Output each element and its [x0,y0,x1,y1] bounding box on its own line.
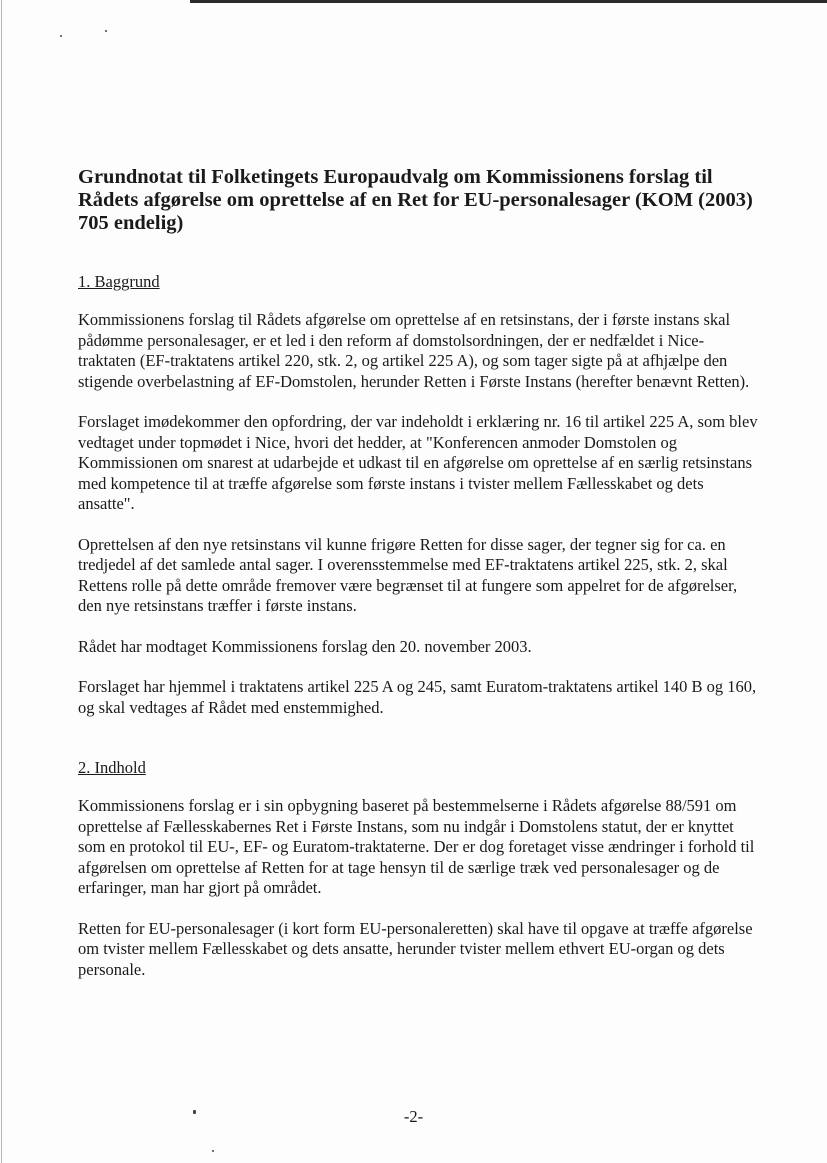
scan-speck [60,35,62,37]
section-heading: 1. Baggrund [78,272,160,291]
paragraph: Forslaget imødekommer den opfordring, der var indeholdt i erklæring nr. 16 til artikel 225 A, som blev vedtaget under topmødet i Nice, hvori det hedder, at "Konferencen anmoder Domstolen og Kommissionen om snarest at udarbejde et udkast til en afgørelse om oprettelse af en særlig retsinstans med kompetence til at træffe afgørelse som første instans i tvister mellem Fællesskabet og dets ansatte". [78,412,758,513]
left-border-line [1,0,2,1163]
scan-speck [105,30,107,32]
paragraph: Kommissionens forslag til Rådets afgørelse om oprettelse af en retsinstans, der i første instans skal pådømme personalesager, er et led i den reform af domstolsordningen, der er nedfældet i Nice-traktaten (EF-traktatens artikel 220, stk. 2, og artikel 225 A), og som tager sigte på at afhjælpe den stigende overbelastning af EF-Domstolen, herunder Retten i Første Instans (herefter benævnt Retten). [78,310,750,391]
document-body [78,166,758,1000]
page-number: -2- [403,1107,424,1126]
section-heading: 2. Indhold [78,758,146,777]
paragraph: Forslaget har hjemmel i traktatens artikel 225 A og 245, samt Euratom-traktatens artikel 140 B og 160, og skal vedtages af Rådet med enstemmighed. [78,677,757,717]
paragraph: Rådet har modtaget Kommissionens forslag den 20. november 2003. [78,636,532,656]
section-background [78,272,758,718]
paragraph: Retten for EU-personalesager (i kort form EU-personaleretten) skal have til opgave at træffe afgørelse om tvister mellem Fællesskabet og dets ansatte, herunder tvister mellem ethvert EU-organ og dets personale. [78,918,753,979]
paragraph: Kommissionens forslag er i sin opbygning baseret på bestemmelserne i Rådets afgørelse 88/591 om oprettelse af Fællesskabernes Ret i Første Instans, som nu indgår i Domstolens statut, der er knyttet som en protokol til EU-, EF- og Euratom-traktaterne. Der er dog foretaget visse ændringer i forhold til afgørelsen om oprettelse af Retten for at tage hensyn til de særlige træk ved personalesager og de erfaringer, man har gjort på området. [78,796,755,897]
section-content [78,758,758,980]
document-title: Grundnotat til Folketingets Europaudvalg om Kommissionens forslag til Rådets afgørelse om oprettelse af en Ret for EU-personalesager (KOM (2003) 705 endelig) [78,166,753,234]
paragraph: Oprettelsen af den nye retsinstans vil kunne frigøre Retten for disse sager, der tegner sig for ca. en tredjedel af det samlede antal sager. I overensstemmelse med EF-traktatens artikel 225, stk. 2, skal Rettens rolle på dette område fremover være begrænset til at fungere som appelret for de afgørelser, den nye retsinstans træffer i første instans. [78,534,738,615]
top-border-line [190,0,827,3]
scan-speck [212,1150,214,1152]
